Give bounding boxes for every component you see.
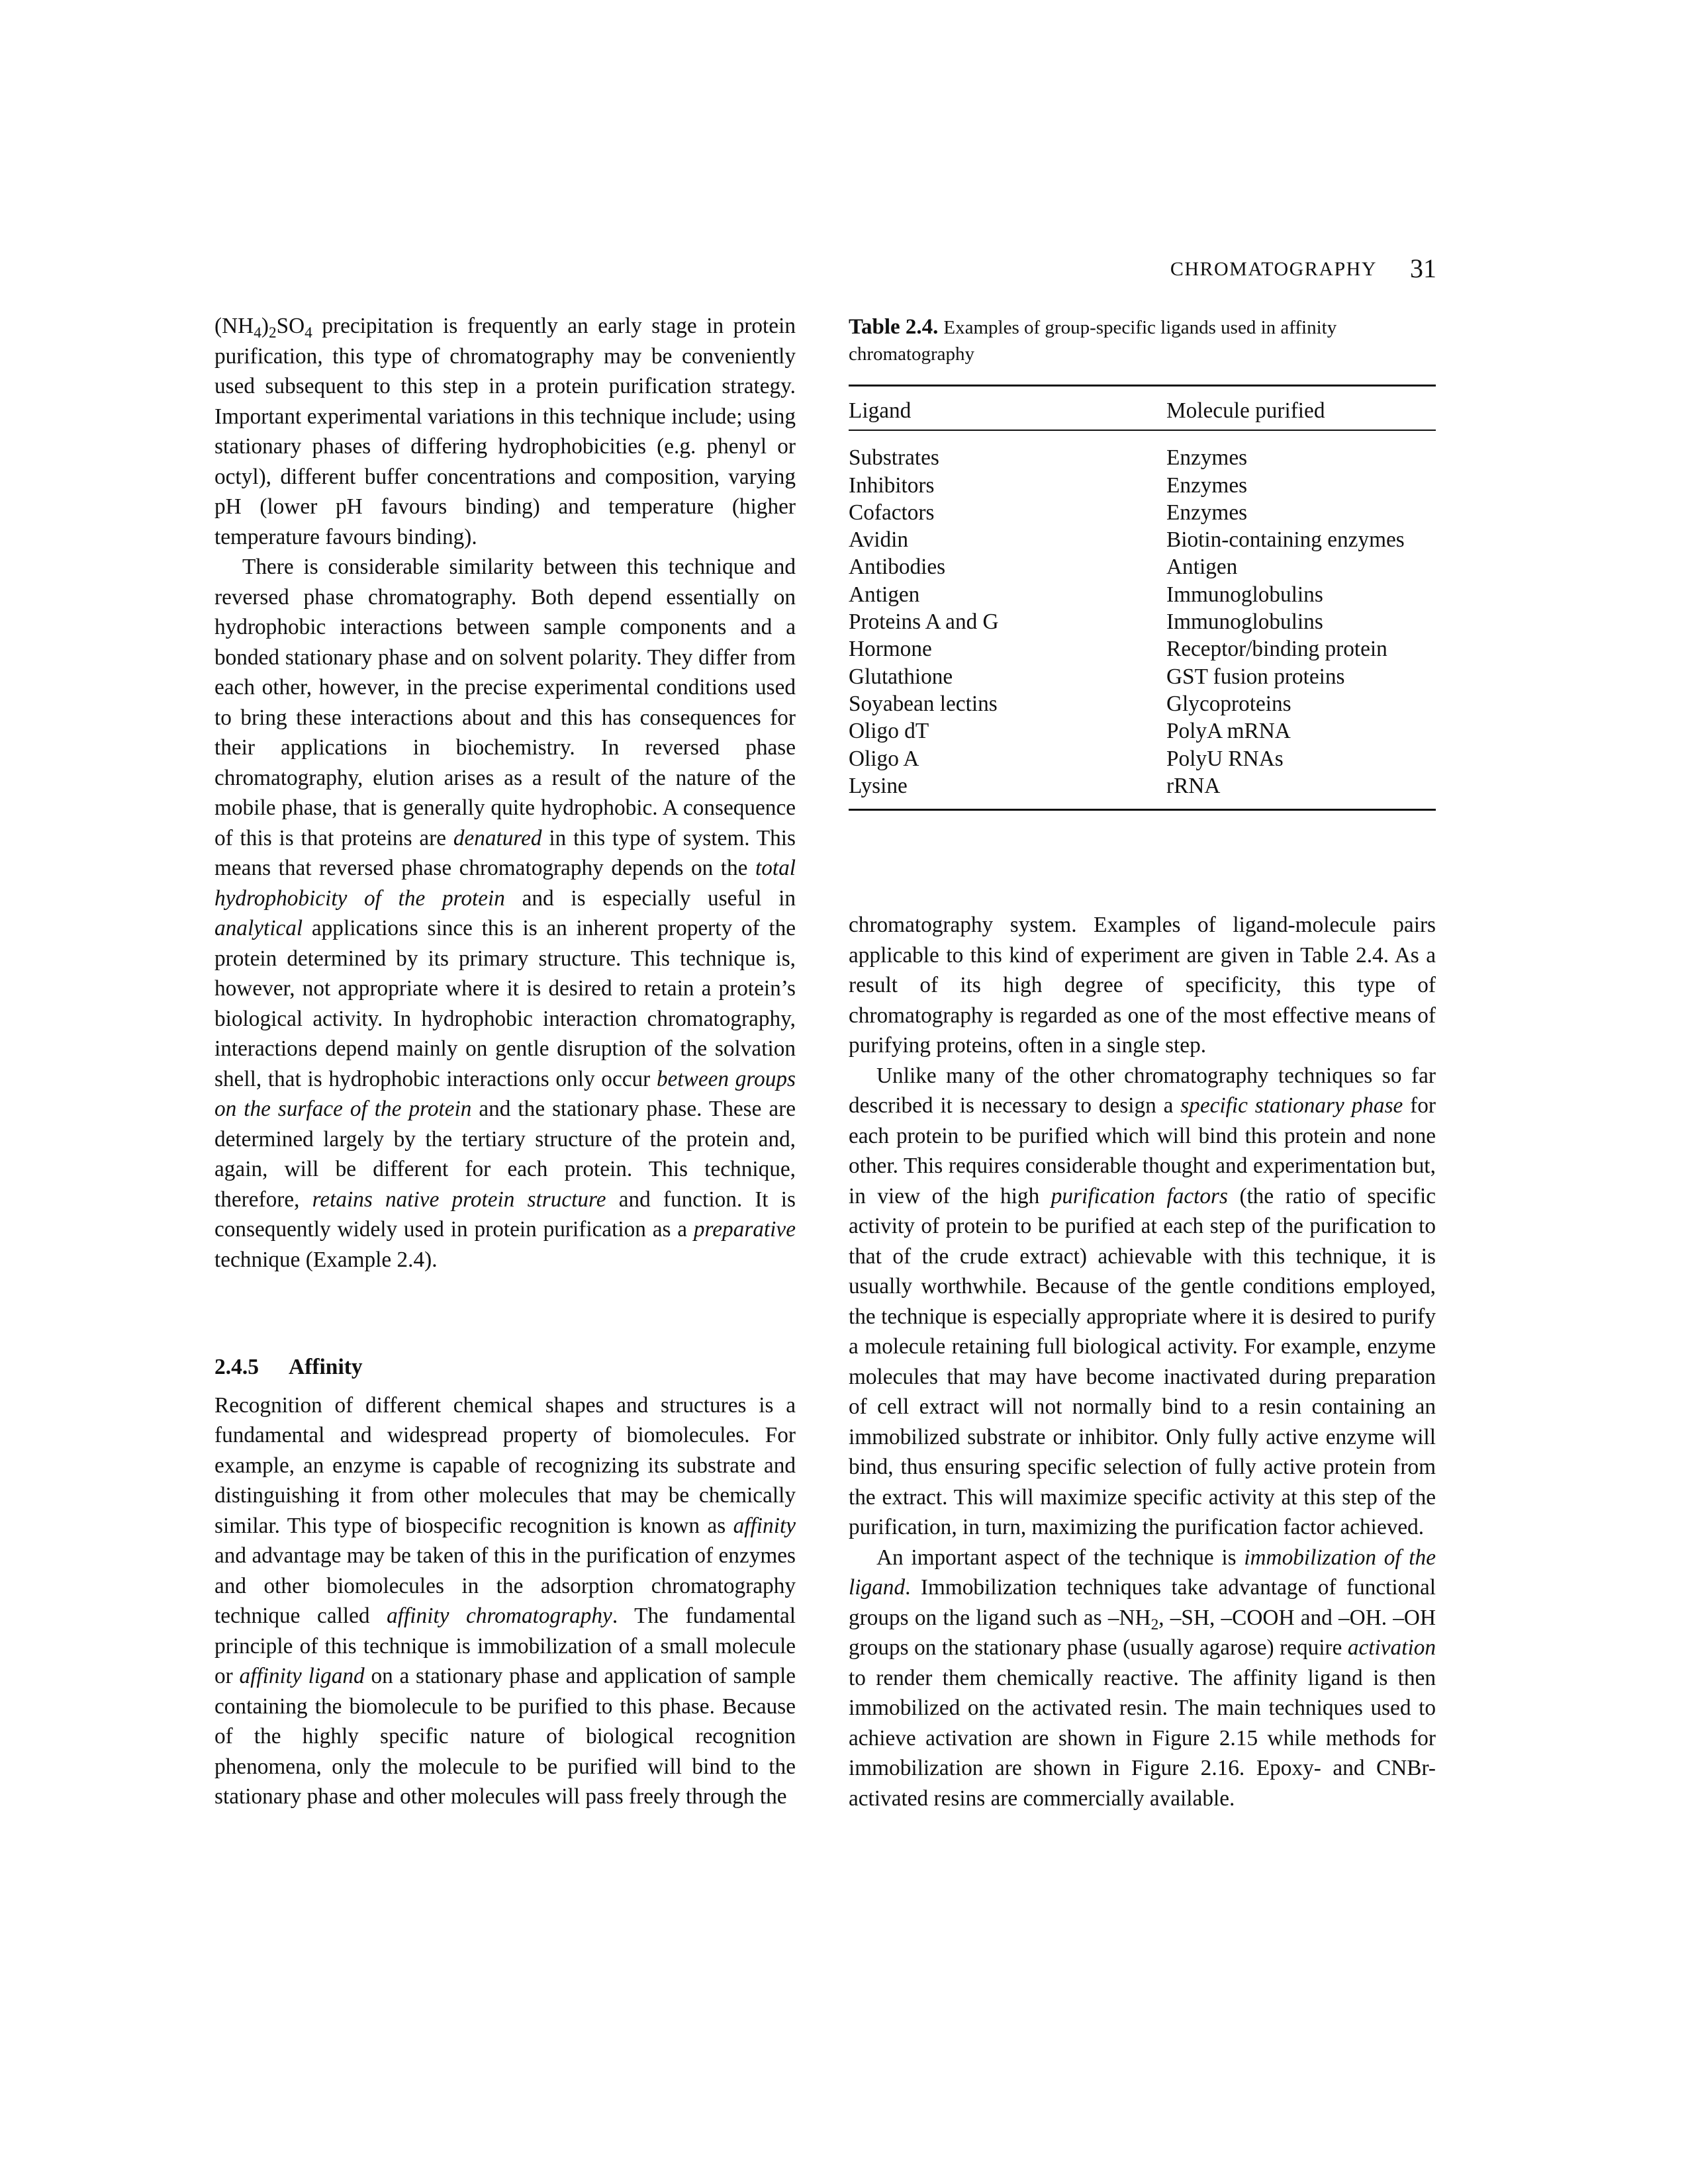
italic-text: between groups on the surface of the protein: [214, 1066, 796, 1121]
molecule-cell: Antigen: [1166, 555, 1238, 580]
text-run: to render them chemically reactive. The affinity ligand is then immobilized on the activated resin. The main techniques used to achieve activation are shown in Figure 2.15 while methods for immobilization are shown in Figure 2.16. Epoxy- and CNBr-activated resins are commercially available.: [849, 1665, 1436, 1811]
text-run: and is especially useful in: [504, 886, 796, 911]
table-caption: [849, 314, 1436, 367]
italic-text: analytical: [214, 916, 303, 940]
text-run: An important aspect of the technique is: [876, 1545, 1244, 1570]
ligand-cell: Lysine: [849, 773, 908, 798]
text-run: in this type of system. This means that reversed phase chromatography depends on the: [214, 825, 796, 880]
table-label: Table 2.4.: [849, 315, 939, 339]
text-run: (NH: [214, 314, 254, 338]
table-row: [849, 444, 1436, 471]
ligand-cell: Glutathione: [849, 664, 953, 689]
text-run: , –SH, –COOH and –OH. –OH groups on the stationary phase (usually agarose) require: [849, 1605, 1436, 1660]
table-2-4: [849, 314, 1436, 811]
italic-text: affinity chromatography: [387, 1604, 612, 1628]
text-run: chromatography system. Examples of ligand-molecule pairs applicable to this kind of experiment are given in Table 2.4. As a result of its high degree of specificity, this type of chromatography is regarded as one of the most effective means of purifying proteins, often in a single step.: [849, 913, 1436, 1058]
paragraph: [849, 1543, 1436, 1814]
italic-text: retains native protein structure: [312, 1187, 606, 1212]
column-header-ligand: Ligand: [849, 398, 912, 423]
ligand-cell: Substrates: [849, 445, 939, 471]
ligand-cell: Avidin: [849, 527, 909, 553]
table-row: [849, 526, 1436, 553]
italic-text: preparative: [693, 1217, 796, 1242]
text-run: . The fundamental principle of this technique is immobilization of a small molecule or: [214, 1604, 796, 1688]
text-run: for each protein to be purified which will bind this protein and none other. This requires considerable thought and experimentation but, in view of the high: [849, 1093, 1436, 1208]
ligand-cell: Proteins A and G: [849, 610, 999, 635]
column-header-molecule: Molecule purified: [1166, 398, 1325, 423]
italic-text: specific stationary phase: [1180, 1093, 1403, 1118]
subscript: 4: [305, 324, 312, 341]
section-number: 2.4.5: [214, 1355, 259, 1379]
paragraph: [214, 552, 796, 1275]
molecule-cell: Immunoglobulins: [1166, 610, 1323, 635]
left-column: [214, 311, 796, 1812]
italic-text: affinity ligand: [239, 1664, 365, 1688]
ligand-cell: Oligo A: [849, 746, 919, 771]
molecule-cell: GST fusion proteins: [1166, 664, 1345, 689]
text-run: and advantage may be taken of this in the purification of enzymes and other biomolecules in the adsorption chromatography technique called: [214, 1543, 796, 1628]
table-row: [849, 499, 1436, 526]
molecule-cell: Enzymes: [1166, 445, 1248, 471]
text-run: There is considerable similarity between this technique and reversed phase chromatography. Both depend essentially on hydrophobic interactions between sample components and a bonded stationary phase and on solvent polarity. They differ from each other, however, in the precise experimental conditions used to bring these interactions about and this has consequences for their applications in biochemistry. In reversed phase chromatography, elution arises as a result of the nature of the mobile phase, that is generally quite hydrophobic. A consequence of this is that proteins are: [214, 555, 796, 850]
molecule-cell: PolyU RNAs: [1166, 746, 1284, 771]
text-run: SO: [276, 314, 305, 338]
ligand-cell: Oligo dT: [849, 719, 929, 744]
text-run: and function. It is consequently widely used in protein purification as a: [214, 1187, 796, 1242]
paragraph: [849, 1061, 1436, 1543]
subscript: 2: [1150, 1615, 1159, 1633]
section-title: Affinity: [289, 1355, 363, 1379]
table-row: [849, 472, 1436, 499]
text-run: (the ratio of specific activity of protein to be purified at each step of the purification to that of the crude extract) achievable with this technique, it is usually worthwhile. Because of the gentle conditions employed, the technique is especially appropriate where it is desired to purify a molecule retaining full biological activity. For example, enzyme molecules that may have become inactivated during preparation of cell extract will not normally bind to a resin containing an immobilized substrate or inhibitor. Only fully active enzyme will bind, thus ensuring specific selection of fully active protein from the extract. This will maximize specific activity at this step of the purification, in turn, maximizing the purification factor achieved.: [849, 1183, 1436, 1539]
ligand-cell: Inhibitors: [849, 473, 935, 498]
italic-text: total hydrophobicity of the protein: [214, 856, 796, 911]
molecule-cell: Enzymes: [1166, 473, 1248, 498]
table-row: [849, 717, 1436, 745]
ligand-cell: Hormone: [849, 637, 932, 662]
text-run: ): [261, 314, 269, 338]
molecule-cell: rRNA: [1166, 773, 1221, 798]
subscript: 4: [254, 324, 261, 341]
italic-text: purification factors: [1051, 1183, 1228, 1208]
ligand-cell: Antigen: [849, 582, 920, 607]
molecule-cell: PolyA mRNA: [1166, 719, 1291, 744]
text-run: Recognition of different chemical shapes and structures is a fundamental and widespread property of biomolecules. For example, an enzyme is capable of recognizing its substrate and distinguishing it from other molecules that may be chemically similar. This type of biospecific recognition is known as: [214, 1392, 796, 1538]
text-run: . Immobilization techniques take advantage of functional groups on the ligand such as –NH: [849, 1575, 1436, 1630]
molecule-cell: Immunoglobulins: [1166, 582, 1323, 607]
paragraph: [214, 1390, 796, 1812]
section-heading: [214, 1352, 796, 1383]
table-row: [849, 581, 1436, 608]
italic-text: affinity: [733, 1513, 796, 1538]
table-caption-text: Examples of group-specific ligands used in affinity chromatography: [849, 317, 1337, 365]
molecule-cell: Glycoproteins: [1166, 691, 1291, 716]
molecule-cell: Receptor/binding protein: [1166, 637, 1387, 662]
molecule-cell: Biotin-containing enzymes: [1166, 527, 1405, 553]
paragraph: [214, 311, 796, 552]
paragraph: [849, 910, 1436, 1061]
table-row: [849, 663, 1436, 690]
table-row: [849, 553, 1436, 580]
page-number: 31: [1410, 253, 1436, 283]
text-run: technique (Example 2.4).: [214, 1247, 438, 1272]
text-run: applications since this is an inherent property of the protein determined by its primary structure. This technique is, however, not appropriate where it is desired to retain a protein’s biological activity. In hydrophobic interaction chromatography, interactions depend mainly on gentle disruption of the solvation shell, that is hydrophobic interactions only occur: [214, 916, 796, 1091]
right-column: [849, 910, 1436, 1813]
ligand-cell: Cofactors: [849, 500, 935, 525]
italic-text: activation: [1347, 1635, 1436, 1660]
molecule-cell: Enzymes: [1166, 500, 1248, 525]
table-row: [849, 772, 1436, 799]
text-run: and the stationary phase. These are determined largely by the tertiary structure of the protein and, again, will be different for each protein. This technique, therefore,: [214, 1097, 796, 1212]
running-title: CHROMATOGRAPHY: [1170, 258, 1377, 280]
text-run: Unlike many of the other chromatography techniques so far described it is necessary to design a: [849, 1063, 1436, 1118]
text-run: precipitation is frequently an early stage in protein purification, this type of chromatography may be conveniently used subsequent to this step in a protein purification strategy. Important experimental variations in this technique include; using stationary phases of differing hydrophobicities (e.g. phenyl or octyl), different buffer concentrations and composition, varying pH (lower pH favours binding) and temperature (higher temperature favours binding).: [214, 314, 796, 549]
italic-text: immobilization of the ligand: [849, 1545, 1436, 1600]
table-row: [849, 635, 1436, 662]
table-row: [849, 608, 1436, 635]
ligand-cell: Antibodies: [849, 555, 946, 580]
italic-text: denatured: [453, 825, 542, 850]
table-row: [849, 745, 1436, 772]
page-header: [841, 253, 1436, 293]
text-run: on a stationary phase and application of sample containing the biomolecule to be purified to this phase. Because of the highly specific nature of biological recognition phenomena, only the molecule to be purified will bind to the stationary phase and other molecules will pass freely through the: [214, 1664, 796, 1809]
table-row: [849, 690, 1436, 717]
table-body: [849, 431, 1436, 809]
table-header-row: [849, 387, 1436, 430]
ligand-cell: Soyabean lectins: [849, 691, 998, 716]
table-bottom-rule: [849, 809, 1436, 811]
subscript: 2: [268, 324, 277, 341]
